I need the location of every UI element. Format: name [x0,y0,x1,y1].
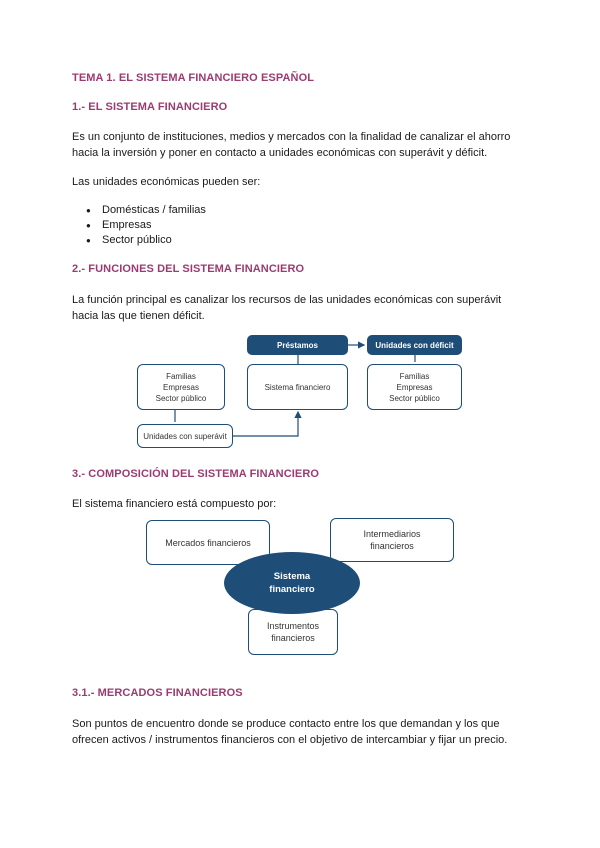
unidades-superavit-box: Unidades con superávit [137,424,233,448]
instrumentos-box: Instrumentos financieros [248,609,338,655]
sistema-financiero-ellipse: Sistema financiero [224,552,360,614]
section-3-1-line-2: ofrecen activos / instrumentos financieros con el objetivo de intercambiar y fijar un precio. [72,734,508,746]
mercados-box: Mercados financieros [146,520,270,565]
section-3-paragraph: El sistema financiero está compuesto por: [72,498,277,510]
section-1-line-2: hacia la inversión y poner en contacto a unidades económicas con superávit y déficit. [72,147,488,159]
section-3-1-line-1: Son puntos de encuentro donde se produce contacto entre los que demandan y los que [72,718,500,730]
sistema-financiero-box: Sistema financiero [247,364,348,410]
left-units-box: Familias Empresas Sector público [137,364,225,410]
document-title: TEMA 1. EL SISTEMA FINANCIERO ESPAÑOL [72,72,315,84]
composicion-diagram [140,514,460,659]
section-1-heading: 1.- EL SISTEMA FINANCIERO [72,101,228,113]
unidades-deficit-box: Unidades con déficit [367,335,462,355]
list-item: ● Empresas [72,218,206,233]
intermediarios-box: Intermediarios financieros [330,518,454,562]
section-2-heading: 2.- FUNCIONES DEL SISTEMA FINANCIERO [72,263,305,275]
right-units-box: Familias Empresas Sector público [367,364,462,410]
section-1-line-1: Es un conjunto de instituciones, medios y mercados con la finalidad de canalizar el ahorro [72,131,511,143]
section-1-intro: Las unidades económicas pueden ser: [72,176,261,188]
prestamos-box: Préstamos [247,335,348,355]
section-2-paragraph [72,292,501,324]
list-item: ● Domésticas / familias [72,203,206,218]
section-2-line-1: La función principal es canalizar los recursos de las unidades económicas con superávit [72,294,502,306]
bullet-list [72,203,206,248]
section-3-1-paragraph [72,716,507,748]
funciones-diagram [130,330,470,450]
section-1-paragraph [72,129,510,161]
section-3-heading: 3.- COMPOSICIÓN DEL SISTEMA FINANCIERO [72,468,320,480]
section-2-line-2: hacia las que tienen déficit. [72,310,205,322]
list-item: ● Sector público [72,233,206,248]
section-3-1-heading: 3.1.- MERCADOS FINANCIEROS [72,687,243,699]
